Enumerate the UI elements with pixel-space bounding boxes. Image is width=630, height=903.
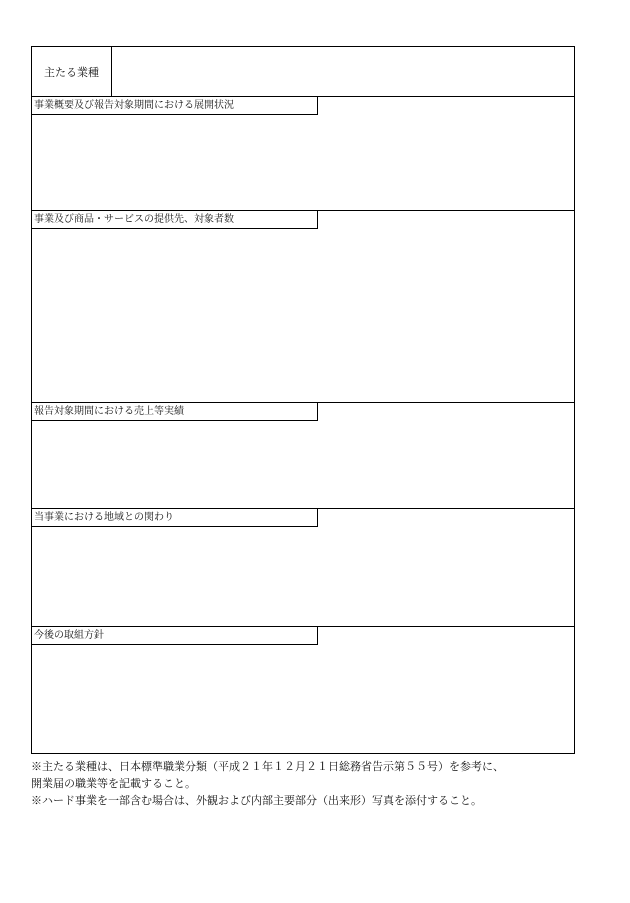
section-regional-involvement: [32, 509, 574, 627]
section-label-sales-results: 報告対象期間における売上等実績: [32, 403, 318, 421]
sales-results-field[interactable]: [32, 421, 574, 508]
note-line: ※ハード事業を一部含む場合は、外観および内部主要部分（出来形）写真を添付すること。: [31, 794, 482, 807]
report-form: [31, 46, 575, 754]
note-line: ※主たる業種は、日本標準職業分類（平成２１年１２月２１日総務省告示第５５号）を参考に、: [31, 760, 504, 773]
section-customers: [32, 211, 574, 403]
notes: [31, 758, 621, 809]
section-label-customers: 事業及び商品・サービスの提供先、対象者数: [32, 211, 318, 229]
section-label-regional-involvement: 当事業における地域との関わり: [32, 509, 318, 527]
note-line: 開業届の職業等を記載すること。: [31, 777, 196, 790]
section-future-policy: [32, 627, 574, 753]
section-label-business-overview: 事業概要及び報告対象期間における展開状況: [32, 97, 318, 115]
business-overview-field[interactable]: [32, 115, 574, 210]
section-sales-results: [32, 403, 574, 509]
regional-involvement-field[interactable]: [32, 527, 574, 626]
future-policy-field[interactable]: [32, 645, 574, 753]
main-industry-field[interactable]: [112, 47, 574, 96]
main-industry-row: [32, 47, 574, 97]
customers-field[interactable]: [32, 229, 574, 402]
section-business-overview: [32, 97, 574, 211]
main-industry-label: 主たる業種: [32, 47, 112, 96]
section-label-future-policy: 今後の取組方針: [32, 627, 318, 645]
